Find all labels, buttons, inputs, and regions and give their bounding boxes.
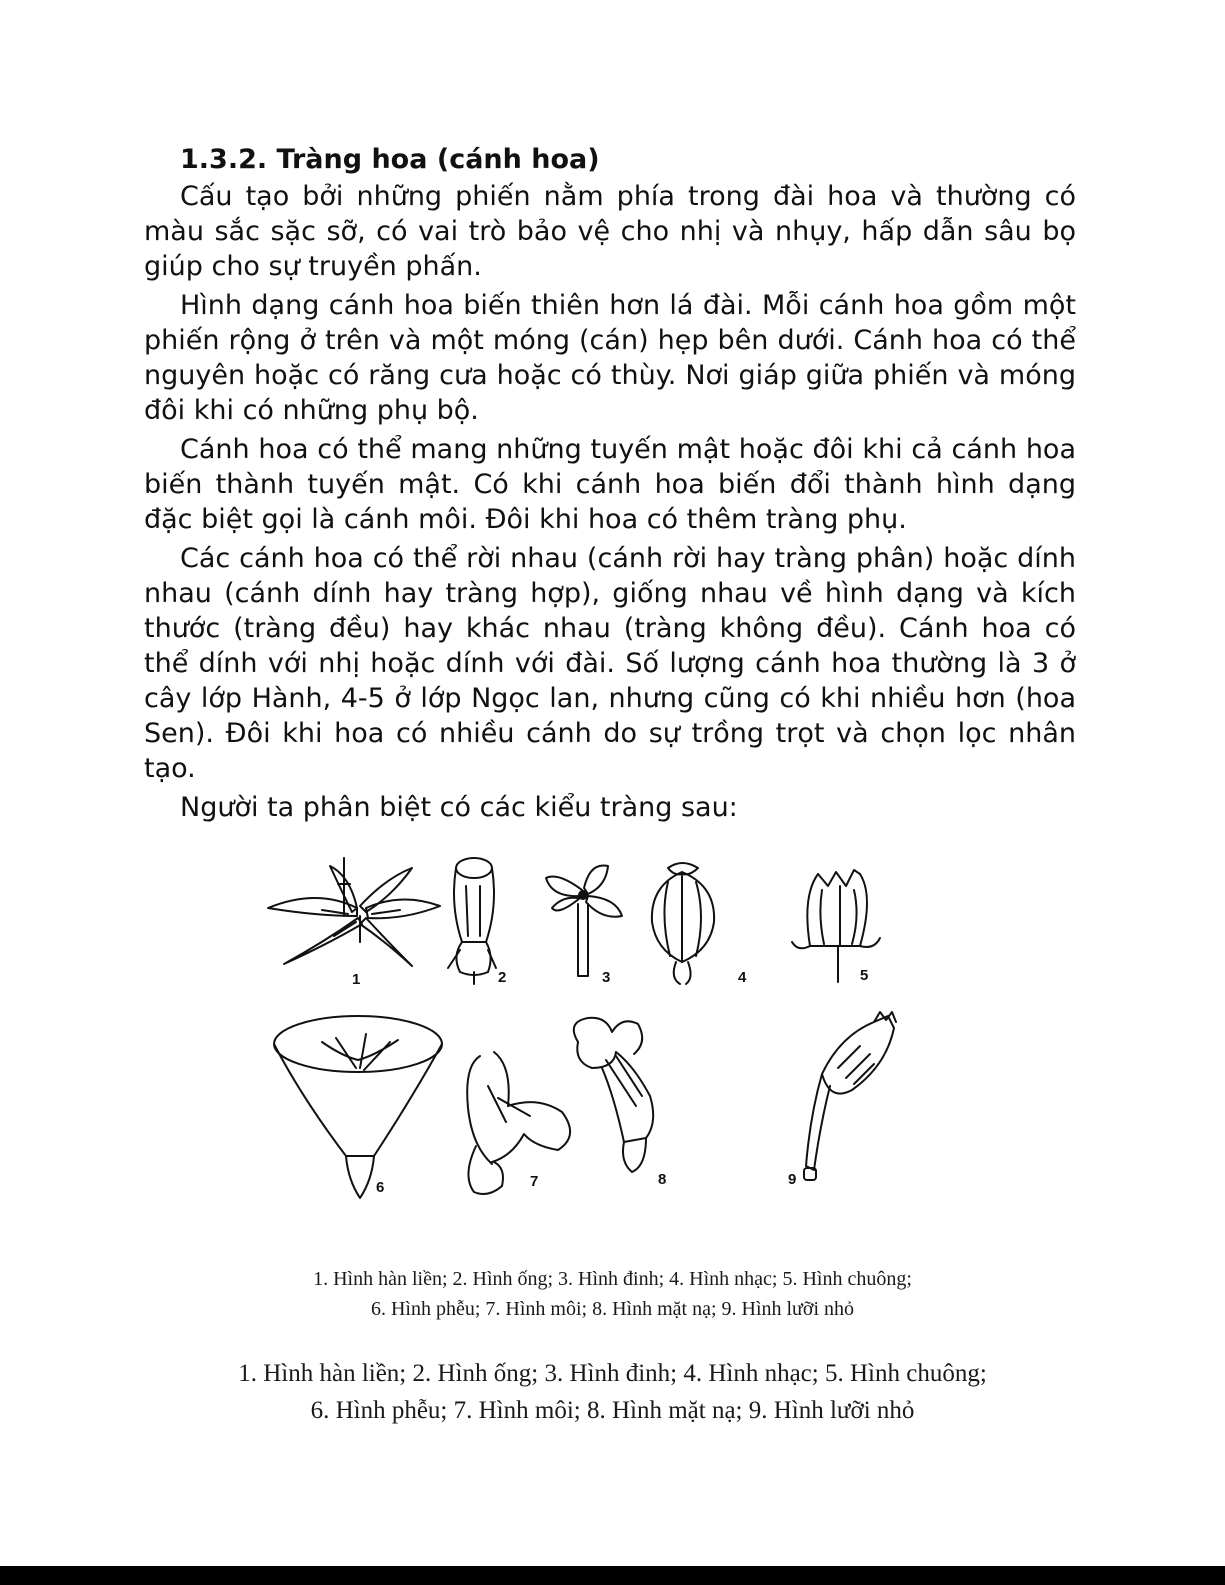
section-heading: 1.3.2. Tràng hoa (cánh hoa): [180, 144, 600, 175]
figure-caption-large-line-1: 1. Hình hàn liền; 2. Hình ống; 3. Hình đinh; 4. Hình nhạc; 5. Hình chuông;: [238, 1360, 987, 1387]
flower-label-2: 2: [498, 969, 507, 986]
flower-drawing-8: [574, 1018, 653, 1172]
paragraph-4: Các cánh hoa có thể rời nhau (cánh rời hay tràng phân) hoặc dính nhau (cánh dính hay tràng hợp), giống nhau về hình dạng và kích thước (tràng đều) hay khác nhau (tràng không đều). Cánh hoa có thể dính với nhị hoặc dính với đài. Số lượng cánh hoa thường là 3 ở cây lớp Hành, 4-5 ở lớp Ngọc lan, nhưng cũng có khi nhiều hơn (hoa Sen). Đôi khi hoa có nhiều cánh do sự trồng trọt và chọn lọc nhân tạo.: [144, 543, 1076, 784]
flower-label-5: 5: [860, 967, 869, 984]
figure-caption-small-line-2: 6. Hình phễu; 7. Hình môi; 8. Hình mặt nạ; 9. Hình lưỡi nhỏ: [370, 1298, 855, 1320]
flower-drawing-6: [274, 1016, 442, 1198]
flower-drawing-4: [652, 863, 714, 984]
figure-caption-large-line-2: 6. Hình phễu; 7. Hình môi; 8. Hình mặt nạ; 9. Hình lưỡi nhỏ: [310, 1397, 915, 1424]
flower-label-9: 9: [788, 1171, 797, 1188]
flower-drawing-5: [792, 870, 880, 982]
bottom-border: [0, 1566, 1225, 1585]
flower-label-7: 7: [530, 1173, 539, 1190]
flower-label-1: 1: [352, 971, 361, 988]
flower-label-4: 4: [738, 969, 747, 986]
flower-drawing-3: [546, 865, 622, 976]
flower-label-8: 8: [658, 1171, 667, 1188]
flower-drawing-2: [448, 858, 496, 984]
figure-caption-small: [0, 1264, 1225, 1324]
flower-drawing-1: [268, 858, 440, 966]
flower-label-3: 3: [602, 969, 611, 986]
corolla-types-figure: [262, 846, 918, 1208]
intro-line: Người ta phân biệt có các kiểu tràng sau:: [180, 792, 738, 823]
text-block: [144, 142, 1076, 829]
figure-caption-large: [0, 1355, 1225, 1429]
figure-caption-small-line-1: 1. Hình hàn liền; 2. Hình ống; 3. Hình đinh; 4. Hình nhạc; 5. Hình chuông;: [313, 1268, 912, 1290]
flower-drawing-7: [467, 1052, 570, 1194]
paragraph-1: Cấu tạo bởi những phiến nằm phía trong đài hoa và thường có màu sắc sặc sỡ, có vai trò bảo vệ cho nhị và nhụy, hấp dẫn sâu bọ giúp cho sự truyền phấn.: [144, 181, 1076, 282]
flower-illustrations: [262, 846, 918, 1208]
flower-label-6: 6: [376, 1179, 385, 1196]
paragraph-3: Cánh hoa có thể mang những tuyến mật hoặc đôi khi cả cánh hoa biến thành tuyến mật. Có khi cánh hoa biến đổi thành hình dạng đặc biệt gọi là cánh môi. Đôi khi hoa có thêm tràng phụ.: [144, 434, 1076, 535]
flower-drawing-9: [804, 1012, 896, 1180]
paragraph-2: Hình dạng cánh hoa biến thiên hơn lá đài. Mỗi cánh hoa gồm một phiến rộng ở trên và một móng (cán) hẹp bên dưới. Cánh hoa có thể nguyên hoặc có răng cưa hoặc có thùy. Nơi giáp giữa phiến và móng đôi khi có những phụ bộ.: [144, 290, 1076, 426]
